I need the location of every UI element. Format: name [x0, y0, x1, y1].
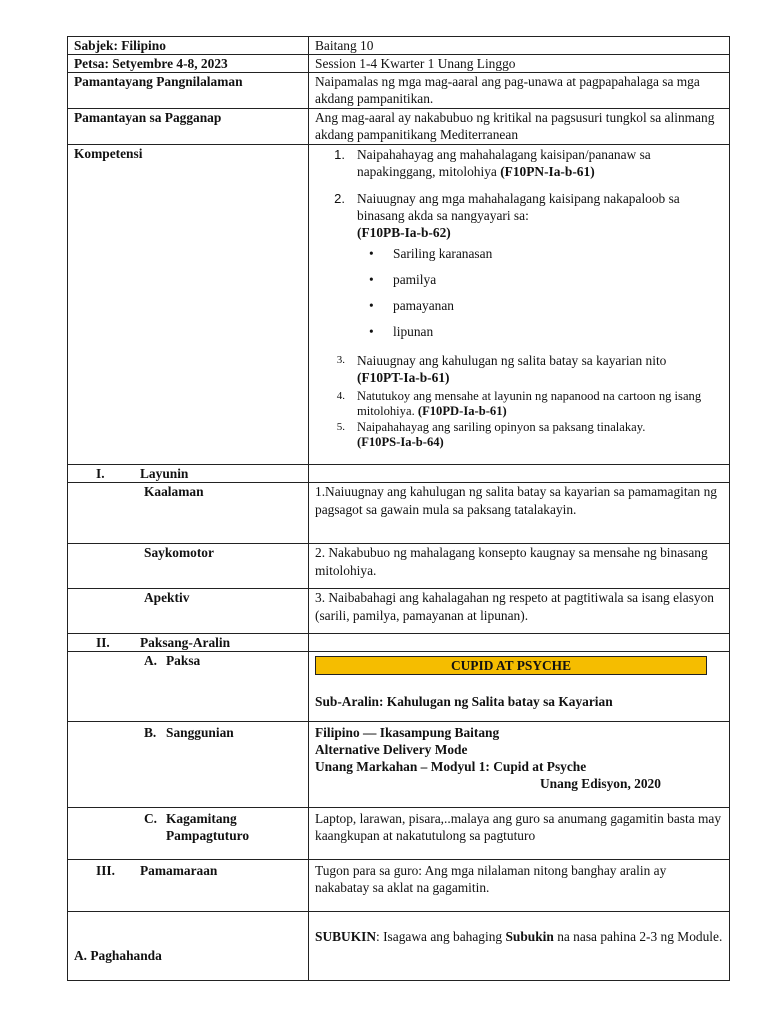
competency-code: (F10PB-Ia-b-62)	[357, 225, 451, 240]
subtopic-text: Sub-Aralin: Kahulugan ng Salita batay sa Kayarian	[315, 694, 613, 709]
preparation-content	[309, 912, 730, 981]
bullet-dot: •	[369, 246, 374, 261]
bullet-dot: •	[369, 272, 374, 287]
performance-standard-text: Ang mag-aaral ay nakabubuo ng kritikal na pagsusuri tungkol sa alinmang akdang pampanitikang Mediterranean	[309, 109, 730, 145]
affective-cell	[68, 589, 309, 634]
bullet-text: Sariling karanasan	[393, 246, 493, 261]
competency-desc: Naiuugnay ang mga mahahalagang kaisipang nakapaloob sa binasang akda sa nangyayari sa:	[357, 191, 680, 223]
topic-cell	[68, 652, 309, 722]
competency-number: 4.	[336, 390, 345, 402]
materials-letter: C.	[144, 811, 158, 826]
preparation-row	[68, 912, 730, 981]
lesson-plan-table	[67, 36, 730, 981]
bullet-item	[369, 323, 723, 340]
competency-number: 1.	[334, 147, 345, 162]
prep-bold-2: Subukin	[505, 929, 554, 944]
materials-text: Laptop, larawan, pisara,..malaya ang guro sa anumang gagamitin basta may kaangkupan at nakatutulong sa pagtuturo	[309, 808, 730, 860]
competencies-list	[309, 145, 730, 465]
prep-text-2: na nasa pahina 2-3 ng Module.	[553, 929, 723, 944]
bullet-text: pamayanan	[393, 298, 454, 313]
reference-line: Filipino — Ikasampung Baitang	[315, 725, 500, 740]
objectives-label: Layunin	[140, 466, 189, 481]
competency-number: 2.	[334, 191, 345, 206]
competency-item	[315, 420, 723, 450]
competency-item	[315, 352, 723, 386]
reference-row	[68, 722, 730, 808]
competency-text	[357, 389, 723, 419]
competency-code: (F10PN-Ia-b-61)	[500, 164, 595, 179]
reference-line: Alternative Delivery Mode	[315, 742, 468, 757]
topic-row	[68, 652, 730, 722]
materials-cell	[68, 808, 309, 860]
affective-row	[68, 589, 730, 634]
competency-text	[357, 190, 723, 241]
bullet-item	[369, 245, 723, 262]
competency-text	[357, 420, 645, 450]
competency-text	[357, 146, 723, 180]
psychomotor-label: Saykomotor	[144, 545, 214, 560]
competencies-row	[68, 145, 730, 465]
competency-desc: Naiuugnay ang kahulugan ng salita batay sa kayarian nito	[357, 353, 667, 368]
materials-label-2: Pampagtuturo	[166, 828, 250, 843]
topic-letter: A.	[144, 653, 158, 668]
psychomotor-text: 2. Nakabubuo ng mahalagang konsepto kaugnay sa mensahe ng binasang mitolohiya.	[309, 544, 730, 589]
performance-standard-label: Pamantayan sa Pagganap	[68, 109, 309, 145]
prep-bold: SUBUKIN	[315, 929, 377, 944]
competency-number: 3.	[336, 354, 345, 366]
competency-code: (F10PD-Ia-b-61)	[417, 404, 507, 418]
subject-matter-label: Paksang-Aralin	[140, 635, 231, 650]
topic-title-banner: CUPID AT PSYCHE	[315, 656, 707, 675]
prep-text: : Isagawa ang bahaging	[376, 929, 506, 944]
materials-label: Kagamitang	[166, 811, 237, 826]
competencies-label: Kompetensi	[68, 145, 309, 465]
section-number: I.	[96, 466, 105, 481]
competency-desc: Naipahahayag ang mahahalagang kaisipan/pananaw sa napakinggang, mitolohiya	[357, 147, 651, 179]
materials-row	[68, 808, 730, 860]
psychomotor-row	[68, 544, 730, 589]
session-value: Session 1-4 Kwarter 1 Unang Linggo	[309, 55, 730, 73]
section-number: II.	[96, 635, 110, 650]
competency-item	[315, 146, 723, 180]
bullet-text: lipunan	[393, 324, 434, 339]
reference-letter: B.	[144, 725, 157, 740]
reference-cell	[68, 722, 309, 808]
psychomotor-cell	[68, 544, 309, 589]
affective-text: 3. Naibabahagi ang kahalagahan ng respeto at pagtitiwala sa isang elasyon (sarili, pamilya, pamayanan at lipunan).	[309, 589, 730, 634]
grade-value: Baitang 10	[309, 37, 730, 55]
topic-content	[309, 652, 730, 722]
procedure-label: Pamamaraan	[140, 863, 218, 878]
bullet-dot: •	[369, 324, 374, 339]
competency-text	[357, 352, 666, 386]
affective-label: Apektiv	[144, 590, 190, 605]
subject-matter-empty	[309, 634, 730, 652]
objectives-empty	[309, 465, 730, 483]
reference-line: Unang Edisyon, 2020	[540, 776, 661, 791]
knowledge-label: Kaalaman	[144, 484, 204, 499]
knowledge-row	[68, 483, 730, 544]
knowledge-text: 1.Naiuugnay ang kahulugan ng salita batay sa kayarian sa pamamagitan ng pagsagot sa gawain mula sa paksang tatalakayin.	[309, 483, 730, 544]
competency-desc: Natutukoy ang mensahe at layunin ng napanood na cartoon ng isang mitolohiya.	[357, 389, 702, 418]
topic-label: Paksa	[166, 653, 201, 668]
competency-code: (F10PS-Ia-b-64)	[357, 435, 444, 449]
subject-label: Sabjek: Filipino	[68, 37, 309, 55]
preparation-label: A. Paghahanda	[68, 912, 309, 981]
content-standard-text: Naipamalas ng mga mag-aaral ang pag-unawa at pagpapahalaga sa mga akdang pampanitikan.	[309, 73, 730, 109]
competency-code: (F10PT-Ia-b-61)	[357, 370, 450, 385]
competency-item	[315, 389, 723, 419]
subject-matter-row	[68, 634, 730, 652]
content-standard-row	[68, 73, 730, 109]
reference-content	[309, 722, 730, 808]
procedure-heading	[68, 860, 309, 912]
date-label: Petsa: Setyembre 4-8, 2023	[68, 55, 309, 73]
content-standard-label: Pamantayang Pangnilalaman	[68, 73, 309, 109]
reference-label: Sanggunian	[166, 725, 234, 740]
objectives-row	[68, 465, 730, 483]
competency-desc: Naipahahayag ang sariling opinyon sa paksang tinalakay.	[357, 420, 646, 434]
reference-line: Unang Markahan – Modyul 1: Cupid at Psyche	[315, 759, 587, 774]
procedure-row	[68, 860, 730, 912]
header-row-subject	[68, 37, 730, 55]
header-row-date	[68, 55, 730, 73]
objectives-heading	[68, 465, 309, 483]
bullet-item	[369, 271, 723, 288]
competency-number: 5.	[336, 421, 345, 433]
procedure-note: Tugon para sa guro: Ang mga nilalaman nitong banghay aralin ay nakabatay sa aklat na gagamitin.	[309, 860, 730, 912]
section-number: III.	[96, 863, 115, 878]
bullet-dot: •	[369, 298, 374, 313]
bullet-item	[369, 297, 723, 314]
subject-matter-heading	[68, 634, 309, 652]
competency-item	[315, 190, 723, 241]
knowledge-cell	[68, 483, 309, 544]
performance-standard-row	[68, 109, 730, 145]
bullet-text: pamilya	[393, 272, 437, 287]
